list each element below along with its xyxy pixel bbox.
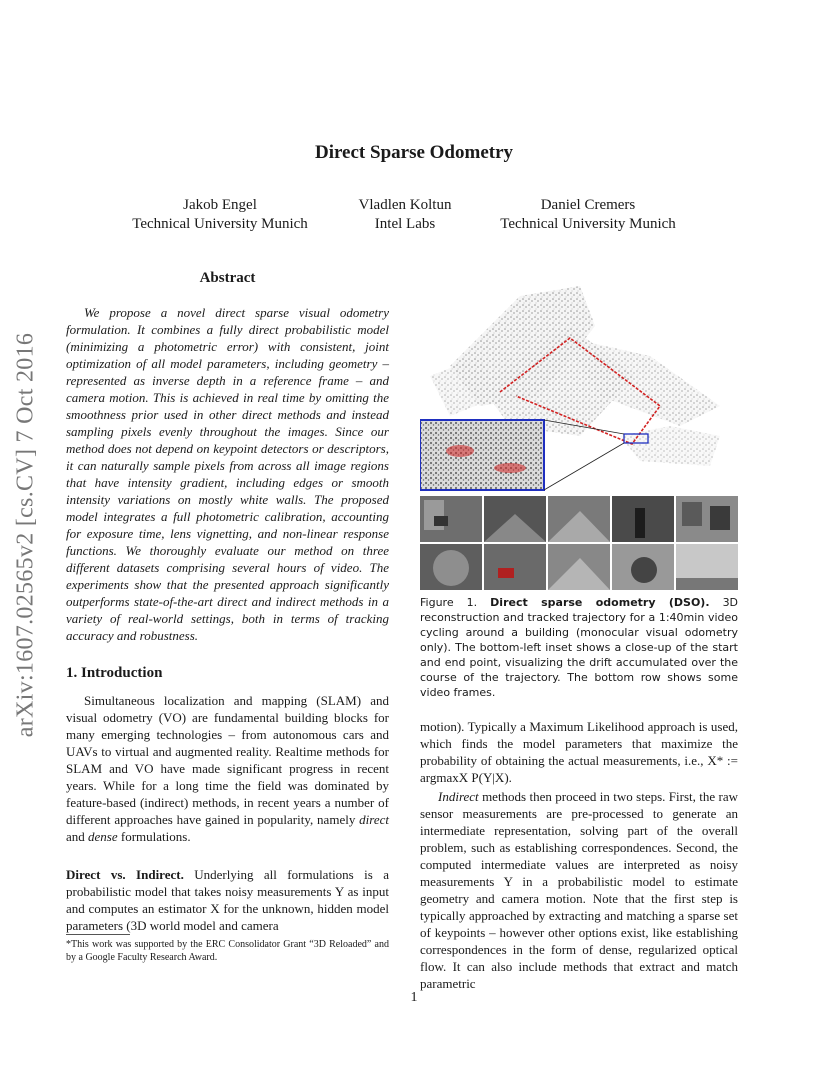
figure-reconstruction-graphic: [420, 286, 738, 596]
video-frames-row-1: [420, 496, 738, 542]
emph-indirect: Indirect: [438, 789, 479, 804]
paper-title: Direct Sparse Odometry: [314, 142, 514, 163]
section-heading-introduction: 1. Introduction: [66, 665, 163, 681]
arxiv-identifier: [8, 300, 44, 770]
emph-dense: dense: [88, 829, 118, 844]
intro-paragraph: [66, 692, 389, 845]
author-affiliation: Technical University Munich: [132, 216, 308, 232]
figure-1: [420, 286, 738, 596]
figure-label: Figure 1.: [420, 596, 478, 609]
figure-caption-bold: Direct sparse odometry (DSO).: [490, 596, 710, 609]
author-name: Jakob Engel: [183, 197, 257, 213]
footnote: *This work was supported by the ERC Consolidator Grant “3D Reloaded” and by a Google Faculty Research Award.: [66, 939, 389, 963]
intro-text-end: formulations.: [120, 829, 191, 844]
right-column-paragraph-2: [420, 788, 738, 992]
figure-caption: [420, 595, 738, 700]
figure-caption-text: 3D reconstruction and tracked trajectory for a 1:40min video cycling around a building (monocular visual odometry only). The bottom-left inset shows a close-up of the start and end point, visualizing the drift accumulated over the course of the trajectory. The bottom row shows some video frames.: [420, 596, 739, 699]
emph-direct: direct: [359, 812, 389, 827]
author-name: Daniel Cremers: [540, 197, 636, 213]
right-column-paragraph-1: [420, 718, 738, 786]
equation-maximum-likelihood: X* := argmaxX P(Y|X).: [420, 753, 738, 785]
abstract-heading: Abstract: [199, 270, 256, 286]
page-number: 1: [410, 990, 418, 1005]
author-affiliation: Intel Labs: [374, 216, 436, 232]
paragraph-text: Underlying all formulations is a probabilistic model that takes noisy measurements Y as input and computes an estimator X for the unknown, hidden model parameters (3D world model and camera: [66, 867, 390, 933]
footnote-rule: [66, 934, 130, 935]
paragraph-run-in-heading: Direct vs. Indirect.: [66, 867, 184, 882]
author-block: [484, 196, 692, 234]
direct-vs-indirect-paragraph: [66, 866, 389, 934]
paragraph-text: methods then proceed in two steps. First, the raw sensor measurements are pre-processed to generate an intermediate representation, solving part of the overall problem, such as establishing correspondences. Second, the computed intermediate values are interpreted as noisy measurements Y in a probabilistic model to estimate geometry and camera motion. Note that the first step is typically approached by extracting and matching a sparse set of keypoints – however other options exist, like establishing correspondences in the form of dense, regularized optical flow. It can also include methods that extract and match parametric: [420, 789, 739, 991]
paragraph-text: motion). Typically a Maximum Likelihood approach is used, which finds the model parameters that maximize the probability of obtaining the actual measurements, i.e.,: [420, 719, 738, 768]
author-block: [115, 196, 325, 234]
intro-text: Simultaneous localization and mapping (SLAM) and visual odometry (VO) are fundamental building blocks for many emerging technologies – from autonomous cars and UAVs to virtual and augmented reality. Realtime methods for SLAM and VO have made significant progress in recent years. While for a long time the field was dominated by feature-based (indirect) methods, in recent years a number of different approaches have gained in popularity, namely: [66, 693, 389, 827]
author-affiliation: Technical University Munich: [500, 216, 676, 232]
abstract-text: We propose a novel direct sparse visual odometry formulation. It combines a fully direct probabilistic model (minimizing a photometric error) with consistent, joint optimization of all model parameters, including geometry – represented as inverse depth in a reference frame – and camera motion. This is achieved in real time by omitting the smoothness prior used in other direct methods and instead sampling pixels evenly throughout the images. Since our method does not depend on keypoint detectors or descriptors, it can naturally sample pixels from across all image regions that have intensity gradient, including edges or smooth intensity variations on mostly white walls. The proposed model integrates a full photometric calibration, accounting for exposure time, lens vignetting, and non-linear response functions. We thoroughly evaluate our method on three different datasets comprising several hours of video. The experiments show that the presented approach significantly outperforms state-of-the-art direct and indirect methods in a variety of real-world settings, both in terms of tracking accuracy and robustness.: [66, 305, 389, 643]
author-name: Vladlen Koltun: [358, 197, 452, 213]
arxiv-identifier-text: arXiv:1607.02565v2 [cs.CV] 7 Oct 2016: [12, 332, 39, 738]
intro-text-and: and: [66, 829, 85, 844]
video-frames-row-2: [420, 544, 738, 590]
author-block: [330, 196, 480, 234]
